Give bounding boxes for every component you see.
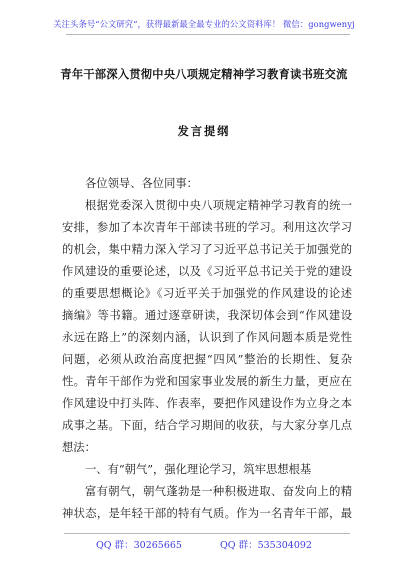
body-line: 成事之基。下面，结合学习期间的收获，与大家分享几点 xyxy=(62,419,352,432)
footer-divider xyxy=(64,533,350,534)
qq-group-2: QQ 群：535304092 xyxy=(219,540,312,551)
body-line: 想法： xyxy=(62,441,96,454)
body-line: 的机会，集中精力深入学习了习近平总书记关于加强党的 xyxy=(62,243,352,256)
header-divider xyxy=(66,34,350,35)
body-line: 摘编》等书籍。通过逐章研读，我深切体会到“作风建设 xyxy=(62,309,352,322)
section-line: 神状态，是年轻干部的特有气质。作为一名青年干部，最 xyxy=(62,507,352,520)
document-title: 青年干部深入贯彻中央八项规定精神学习教育读书班交流 xyxy=(60,67,348,81)
header-notice: 关注头条号“公文研究”，获得最新最全最专业的公文资料库！ 微信：gongwenyj xyxy=(53,19,355,29)
body-line: 的重要思想概论》《习近平关于加强党的作风建设的论述 xyxy=(62,287,352,300)
section-heading: 一、有“朝气”，强化理论学习，筑牢思想根基 xyxy=(85,463,312,476)
body-line: 问题，必须从政治高度把握“四风”整治的长期性、复杂 xyxy=(62,353,352,366)
body-line: 根据党委深入贯彻中央八项规定精神学习教育的统一 xyxy=(85,199,352,212)
qq-group-1: QQ 群：30265665 xyxy=(96,540,182,551)
body-line: 作风建设中打头阵、作表率，要把作风建设作为立身之本 xyxy=(62,397,352,410)
body-line: 永远在路上”的深刻内涵，认识到了作风问题本质是党性 xyxy=(62,331,352,344)
greeting: 各位领导、各位同事： xyxy=(85,177,198,190)
document-subtitle: 发言提纲 xyxy=(177,124,231,138)
body-line: 安排，参加了本次青年干部读书班的学习。利用这次学习 xyxy=(62,221,352,234)
body-line: 性。青年干部作为党和国家事业发展的新生力量，更应在 xyxy=(62,375,352,388)
body-line: 作风建设的重要论述，以及《习近平总书记关于党的建设 xyxy=(62,265,352,278)
section-line: 富有朝气，朝气蓬勃是一种积极进取、奋发向上的精 xyxy=(85,485,352,498)
footer-contacts xyxy=(0,537,408,551)
